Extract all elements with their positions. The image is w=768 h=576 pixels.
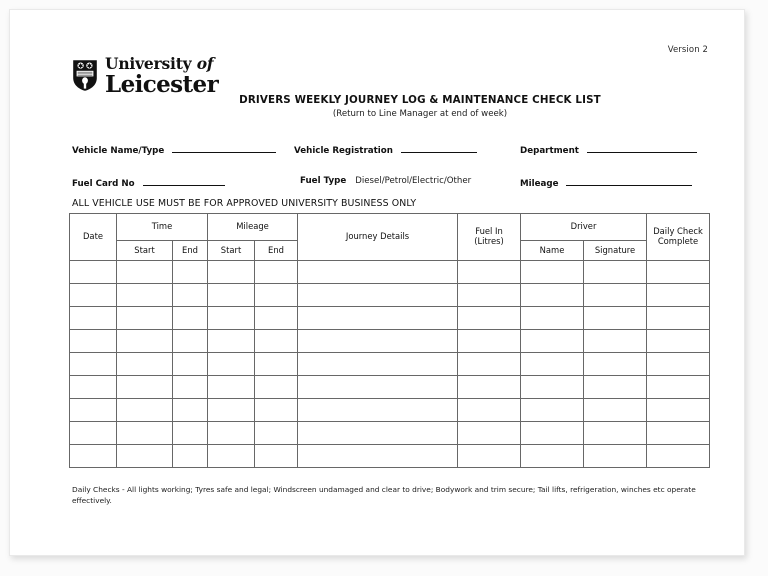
- table-cell[interactable]: [173, 399, 208, 422]
- daily-checks-note: Daily Checks - All lights working; Tyres safe and legal; Windscreen undamaged and clear to drive; Bodywork and trim secure; Tail lifts, refrigeration, winches etc operate effectively.: [72, 485, 696, 506]
- document-title: DRIVERS WEEKLY JOURNEY LOG & MAINTENANCE CHECK LIST: [239, 94, 601, 106]
- table-cell[interactable]: [521, 376, 584, 399]
- table-cell[interactable]: [298, 422, 458, 445]
- table-cell[interactable]: [70, 307, 117, 330]
- table-cell[interactable]: [458, 399, 521, 422]
- table-cell[interactable]: [584, 376, 647, 399]
- table-cell[interactable]: [70, 399, 117, 422]
- table-cell[interactable]: [255, 422, 298, 445]
- table-cell[interactable]: [117, 353, 173, 376]
- column-header-time: Time: [117, 214, 208, 241]
- table-cell[interactable]: [70, 284, 117, 307]
- table-cell[interactable]: [117, 376, 173, 399]
- university-crest-shield-icon: [72, 59, 98, 92]
- table-cell[interactable]: [70, 422, 117, 445]
- field-fuel-type: [300, 176, 471, 186]
- field-label-vehicle-name-type: Vehicle Name/Type: [72, 146, 165, 156]
- table-cell[interactable]: [584, 353, 647, 376]
- table-cell[interactable]: [173, 330, 208, 353]
- table-cell[interactable]: [584, 445, 647, 468]
- table-cell[interactable]: [208, 307, 255, 330]
- table-cell[interactable]: [208, 445, 255, 468]
- table-row: [70, 376, 710, 399]
- table-cell[interactable]: [173, 422, 208, 445]
- field-label-fuel-type: Fuel Type: [300, 176, 347, 186]
- table-cell[interactable]: [458, 376, 521, 399]
- table-cell[interactable]: [70, 445, 117, 468]
- table-cell[interactable]: [208, 399, 255, 422]
- table-cell[interactable]: [458, 307, 521, 330]
- field-label-fuel-card-no: Fuel Card No: [72, 179, 135, 189]
- table-cell[interactable]: [521, 284, 584, 307]
- column-header-journey-details: Journey Details: [298, 214, 458, 261]
- table-cell[interactable]: [647, 445, 710, 468]
- table-cell[interactable]: [521, 445, 584, 468]
- column-header-time-end: End: [173, 241, 208, 261]
- table-row: [70, 330, 710, 353]
- field-row-1: [10, 143, 746, 159]
- table-cell[interactable]: [173, 284, 208, 307]
- field-row-2: [10, 176, 746, 192]
- table-cell[interactable]: [117, 330, 173, 353]
- column-header-time-start: Start: [117, 241, 173, 261]
- table-cell[interactable]: [647, 353, 710, 376]
- table-cell[interactable]: [298, 330, 458, 353]
- table-cell[interactable]: [521, 399, 584, 422]
- field-input-vehicle-registration[interactable]: [401, 143, 477, 153]
- table-cell[interactable]: [208, 330, 255, 353]
- table-row: [70, 261, 710, 284]
- field-mileage: [520, 176, 692, 189]
- table-cell[interactable]: [173, 353, 208, 376]
- table-cell[interactable]: [521, 330, 584, 353]
- table-cell[interactable]: [117, 399, 173, 422]
- field-vehicle-registration: [294, 143, 477, 156]
- column-header-date: Date: [70, 214, 117, 261]
- table-cell[interactable]: [255, 353, 298, 376]
- table-cell[interactable]: [255, 399, 298, 422]
- logo-line-university: University of: [105, 54, 214, 73]
- table-cell[interactable]: [117, 445, 173, 468]
- table-cell[interactable]: [298, 399, 458, 422]
- field-fuel-card-no: [72, 176, 225, 189]
- field-label-mileage: Mileage: [520, 179, 559, 189]
- table-cell[interactable]: [208, 422, 255, 445]
- table-cell[interactable]: [208, 353, 255, 376]
- fuel-in-line-1: Fuel In: [475, 226, 503, 237]
- table-cell[interactable]: [208, 284, 255, 307]
- table-header-row-top: [70, 214, 710, 241]
- table-cell[interactable]: [117, 261, 173, 284]
- column-header-driver-name: Name: [521, 241, 584, 261]
- field-vehicle-name-type: [72, 143, 276, 156]
- table-cell[interactable]: [521, 307, 584, 330]
- table-cell[interactable]: [521, 261, 584, 284]
- table-cell[interactable]: [298, 376, 458, 399]
- field-input-vehicle-name-type[interactable]: [172, 143, 276, 153]
- table-cell[interactable]: [584, 422, 647, 445]
- table-row: [70, 307, 710, 330]
- table-cell[interactable]: [173, 445, 208, 468]
- journey-log-table: [69, 213, 710, 468]
- table-cell[interactable]: [298, 261, 458, 284]
- table-cell[interactable]: [647, 376, 710, 399]
- table-cell[interactable]: [298, 445, 458, 468]
- field-input-mileage[interactable]: [566, 176, 692, 186]
- field-input-fuel-card-no[interactable]: [143, 176, 225, 186]
- column-header-mileage-start: Start: [208, 241, 255, 261]
- table-row: [70, 353, 710, 376]
- table-cell[interactable]: [458, 261, 521, 284]
- table-cell[interactable]: [173, 376, 208, 399]
- column-header-driver-signature: Signature: [584, 241, 647, 261]
- usage-notice: ALL VEHICLE USE MUST BE FOR APPROVED UNIVERSITY BUSINESS ONLY: [72, 198, 417, 209]
- table-cell[interactable]: [647, 261, 710, 284]
- table-cell[interactable]: [298, 307, 458, 330]
- field-label-department: Department: [520, 146, 579, 156]
- column-header-mileage-end: End: [255, 241, 298, 261]
- version-label: Version 2: [667, 45, 708, 55]
- table-cell[interactable]: [298, 353, 458, 376]
- table-cell[interactable]: [647, 399, 710, 422]
- table-cell[interactable]: [584, 261, 647, 284]
- column-header-fuel-in: [458, 214, 521, 261]
- daily-check-line-1: Daily Check: [653, 226, 703, 237]
- table-cell[interactable]: [117, 307, 173, 330]
- table-cell[interactable]: [584, 284, 647, 307]
- table-cell[interactable]: [70, 376, 117, 399]
- table-cell[interactable]: [458, 445, 521, 468]
- university-logo-wordmark: [105, 56, 218, 96]
- table-cell[interactable]: [255, 330, 298, 353]
- table-cell[interactable]: [208, 261, 255, 284]
- university-logo: [72, 56, 218, 96]
- table-cell[interactable]: [458, 353, 521, 376]
- column-header-daily-check-complete: [647, 214, 710, 261]
- table-cell[interactable]: [255, 261, 298, 284]
- table-row: [70, 422, 710, 445]
- table-cell[interactable]: [255, 284, 298, 307]
- field-department: [520, 143, 697, 156]
- table-cell[interactable]: [647, 330, 710, 353]
- field-options-fuel-type[interactable]: Diesel/Petrol/Electric/Other: [355, 176, 472, 186]
- field-input-department[interactable]: [587, 143, 697, 153]
- table-cell[interactable]: [70, 261, 117, 284]
- table-cell[interactable]: [255, 445, 298, 468]
- table-cell[interactable]: [458, 284, 521, 307]
- column-header-mileage: Mileage: [208, 214, 298, 241]
- table-cell[interactable]: [173, 261, 208, 284]
- document-subtitle: (Return to Line Manager at end of week): [332, 109, 508, 119]
- daily-check-line-2: Complete: [657, 236, 699, 246]
- table-cell[interactable]: [255, 307, 298, 330]
- table-cell[interactable]: [208, 376, 255, 399]
- table-cell[interactable]: [117, 284, 173, 307]
- field-label-vehicle-registration: Vehicle Registration: [294, 146, 393, 156]
- table-row: [70, 445, 710, 468]
- document-page: [9, 9, 745, 556]
- table-cell[interactable]: [584, 399, 647, 422]
- table-cell[interactable]: [647, 284, 710, 307]
- table-cell[interactable]: [521, 353, 584, 376]
- table-cell[interactable]: [117, 422, 173, 445]
- table-cell[interactable]: [521, 422, 584, 445]
- table-cell[interactable]: [298, 284, 458, 307]
- table-row: [70, 399, 710, 422]
- table-cell[interactable]: [647, 422, 710, 445]
- journey-log-table-body: [70, 261, 710, 468]
- table-cell[interactable]: [584, 330, 647, 353]
- table-row: [70, 284, 710, 307]
- column-header-driver: Driver: [521, 214, 647, 241]
- fuel-in-line-2: (Litres): [474, 236, 504, 246]
- table-cell[interactable]: [647, 307, 710, 330]
- table-cell[interactable]: [173, 307, 208, 330]
- logo-line-leicester: Leicester: [105, 70, 219, 98]
- table-cell[interactable]: [584, 307, 647, 330]
- table-cell[interactable]: [255, 376, 298, 399]
- table-cell[interactable]: [458, 422, 521, 445]
- table-cell[interactable]: [70, 353, 117, 376]
- table-cell[interactable]: [458, 330, 521, 353]
- table-cell[interactable]: [70, 330, 117, 353]
